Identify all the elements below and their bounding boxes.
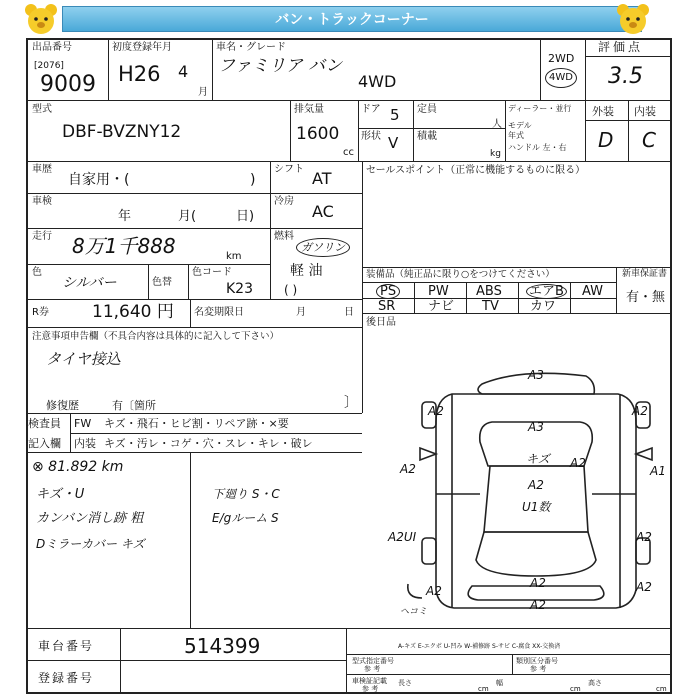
- history-label: 車歴: [32, 164, 52, 175]
- color-value: シルバー: [62, 275, 117, 291]
- equip-navi: ナビ: [428, 299, 455, 314]
- comment-right-1: 下廻り S・C: [212, 487, 280, 501]
- doors-value: 5: [390, 106, 400, 124]
- first-reg-label: 初度登録年月: [112, 42, 172, 53]
- repair-value: 有〔箇所: [112, 399, 156, 412]
- first-reg-month: 4: [178, 62, 189, 81]
- inspector-row2-head: 内装: [74, 437, 96, 450]
- damage-mark: A2UI: [388, 530, 417, 544]
- lot-label: 出品番号: [32, 42, 72, 53]
- exterior-label: 外装: [592, 105, 614, 118]
- score-label: 評価点: [598, 40, 644, 54]
- equip-ps: PS: [376, 284, 400, 299]
- inspector-row2: キズ・汚レ・コゲ・穴・スレ・キレ・破レ: [104, 437, 313, 450]
- mileage-label: 走行: [32, 231, 52, 242]
- damage-mark: A2: [636, 530, 652, 544]
- class-ref: 参 考: [530, 665, 547, 673]
- drive-4wd: 4WD: [545, 68, 577, 88]
- equip-leather: カワ: [530, 299, 557, 314]
- comment-3: カンバン消し跡 粗: [36, 511, 144, 526]
- mascot-left-icon: [22, 2, 60, 36]
- damage-mark: A2: [636, 580, 652, 594]
- dims-label: 車検証記載: [352, 677, 387, 685]
- mileage-unit: km: [226, 251, 242, 262]
- damage-mark: A2: [570, 456, 586, 470]
- history-value: 自家用・(: [68, 172, 130, 188]
- equip-sr: SR: [378, 299, 396, 314]
- comment-4: Dミラーカバー キズ: [36, 537, 145, 551]
- transfer-month: 月: [296, 307, 306, 318]
- shift-value: AT: [312, 169, 332, 188]
- damage-mark: A2: [632, 404, 648, 418]
- inspector-row1-head: FW: [74, 417, 92, 430]
- transfer-day: 日: [344, 307, 354, 318]
- damage-mark: A3: [528, 420, 544, 434]
- displacement-unit: cc: [343, 147, 354, 158]
- damage-mark: A2: [530, 598, 546, 612]
- shift-label: シフト: [274, 164, 304, 175]
- score-value: 3.5: [608, 64, 643, 89]
- wid-unit: cm: [570, 685, 581, 693]
- inspection-label: 車検: [32, 196, 52, 207]
- equip-abs: ABS: [476, 284, 502, 299]
- recycle-value: 11,640 円: [92, 302, 174, 322]
- displacement-label: 排気量: [294, 104, 324, 115]
- damage-mark: A3: [528, 368, 544, 382]
- dealer-label: ディーラー・並行: [508, 104, 572, 113]
- wid-label: 幅: [496, 679, 503, 687]
- inspection-year: 年: [118, 209, 132, 224]
- chassis-label: 車台番号: [38, 639, 95, 653]
- exterior-value: D: [598, 128, 614, 152]
- equip-airbag: エアB: [526, 284, 567, 299]
- displacement-value: 1600: [296, 124, 340, 144]
- lot-number: 9009: [40, 72, 96, 97]
- rear-seat-label: 後日品: [366, 317, 396, 328]
- damage-mark: ヘコミ: [400, 607, 428, 617]
- car-name: ファミリア バン: [218, 56, 343, 76]
- inspector-label-2: 記入欄: [28, 437, 61, 450]
- car-grade: 4WD: [358, 72, 397, 91]
- shape-value: V: [388, 134, 399, 152]
- class-label: 類別区分番号: [516, 657, 558, 665]
- equip-aw: AW: [582, 284, 604, 299]
- color-code-label: 色コード: [192, 267, 232, 278]
- damage-mark: A2: [400, 462, 416, 476]
- corner-banner: バン・トラックコーナー: [62, 6, 642, 32]
- recycle-label: R券: [32, 307, 49, 318]
- mascot-right-icon: [614, 2, 652, 36]
- capacity-unit: 人: [492, 119, 502, 130]
- fuel-paren: ( ): [284, 283, 298, 297]
- inspector-row1: キズ・飛石・ヒビ割・リペア跡・×要: [104, 417, 289, 430]
- fuel-label: 燃料: [274, 231, 294, 242]
- history-close: ): [250, 172, 256, 188]
- dealer-handle-label: ハンドル 左・右: [508, 143, 567, 152]
- mileage-value: 8万1千888: [72, 234, 176, 258]
- damage-mark: A2: [528, 478, 544, 492]
- interior-value: C: [642, 128, 656, 152]
- hgt-label: 高さ: [588, 679, 602, 687]
- comment-1: ⊗ 81.892 km: [32, 459, 124, 475]
- damage-mark: キズ: [526, 452, 550, 466]
- load-unit: kg: [490, 149, 501, 159]
- car-name-label: 車名・グレード: [216, 42, 286, 53]
- interior-label: 内装: [634, 105, 656, 118]
- len-unit: cm: [478, 685, 489, 693]
- repair-label: 修復歴: [46, 399, 79, 412]
- damage-legend: A-キズ E-エクボ U-凹み W-補修跡 S-サビ C-腐食 XX-交換済: [398, 643, 561, 650]
- len-label: 長さ: [398, 679, 412, 687]
- color-code: K23: [226, 281, 253, 297]
- sales-point-label: セールスポイント（正常に機能するものに限る）: [366, 165, 586, 176]
- capacity-label: 定員: [417, 104, 437, 115]
- notes-text: タイヤ接込: [46, 350, 121, 368]
- model-label: 型式: [32, 104, 52, 115]
- dealer-year-label: 年式: [508, 131, 524, 140]
- inspector-label-1: 検査員: [28, 417, 61, 430]
- comment-right-2: E/gルーム S: [212, 511, 279, 525]
- model-value: DBF-BVZNY12: [62, 122, 182, 142]
- comment-2: キズ・U: [36, 487, 85, 502]
- warranty-label: 新車保証書: [622, 269, 668, 279]
- damage-mark: A2: [428, 404, 444, 418]
- shape-label: 形状: [361, 131, 381, 142]
- color-label: 色: [32, 267, 42, 278]
- fuel-alt: 軽 油: [290, 263, 323, 279]
- equip-pw: PW: [428, 284, 449, 299]
- car-diagram: [380, 362, 670, 624]
- first-reg-era: H26: [118, 62, 161, 86]
- load-label: 積載: [417, 131, 437, 142]
- color-change-label: 色替: [152, 277, 172, 288]
- first-reg-unit: 月: [198, 87, 208, 98]
- doors-label: ドア: [361, 104, 381, 115]
- damage-mark: U1数: [522, 500, 551, 514]
- transfer-label: 名変期限日: [194, 307, 244, 318]
- registration-label: 登録番号: [38, 671, 95, 685]
- dims-ref: 参 考: [362, 685, 379, 693]
- hgt-unit: cm: [656, 685, 667, 693]
- notes-label: 注意事項申告欄（不具合内容は具体的に記入して下さい）: [32, 331, 280, 342]
- dealer-model-label: モデル: [508, 121, 532, 130]
- aircon-label: 冷房: [274, 196, 294, 207]
- damage-mark: A1: [650, 464, 666, 478]
- equip-tv: TV: [482, 299, 499, 314]
- equipment-label: 装備品（純正品に限り○をつけてください）: [366, 269, 555, 280]
- damage-mark: A2: [530, 576, 546, 590]
- spec-label: 型式指定番号: [352, 657, 394, 665]
- fuel-circled: ガソリン: [296, 238, 350, 257]
- damage-mark: A2: [426, 584, 442, 598]
- inspection-day: 日): [236, 209, 255, 224]
- chassis-value: 514399: [184, 634, 261, 658]
- aircon-value: AC: [312, 202, 334, 221]
- lot-sub: [2076]: [34, 61, 64, 71]
- inspection-month: 月(: [178, 209, 197, 224]
- drive-2wd: 2WD: [548, 52, 575, 65]
- warranty-value: 有・無: [626, 290, 666, 305]
- spec-ref: 参 考: [364, 665, 381, 673]
